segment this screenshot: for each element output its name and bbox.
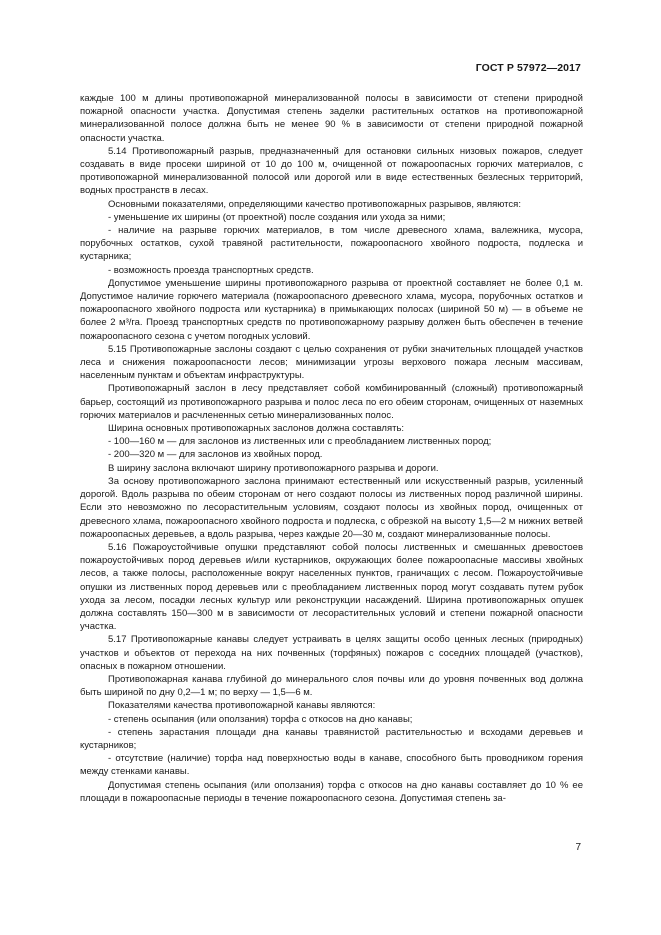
document-body bbox=[80, 92, 583, 805]
paragraph: Противопожарная канава глубиной до минерального слоя почвы или до уровня почвенных вод должна быть шириной по дну 0,2—1 м; по верху — 1,5—6 м. bbox=[80, 673, 583, 699]
paragraph: 5.14 Противопожарный разрыв, предназначенный для остановки сильных низовых пожаров, следует создавать в виде просеки шириной от 10 до 100 м, очищенной от пожароопасных горючих материалов, с противопожарной минерализованной полосой или дорогой или в виде естественных безлесных территорий, водных пространств в лесах. bbox=[80, 145, 583, 197]
page-number: 7 bbox=[575, 842, 581, 853]
paragraph: 5.15 Противопожарные заслоны создают с целью сохранения от рубки значительных площадей участков леса и снижения пожароопасности лесов; минимизации угрозы верхового пожара лесным массивам, населенным пунктам и объектам инфраструктуры. bbox=[80, 343, 583, 382]
paragraph: - наличие на разрыве горючих материалов, в том числе древесного хлама, валежника, мусора, порубочных остатков, сухой травяной растительности, пожароопасного хвойного подроста, подлеска и кустарника; bbox=[80, 225, 583, 263]
paragraph: В ширину заслона включают ширину противопожарного разрыва и дороги. bbox=[108, 462, 439, 474]
paragraph: каждые 100 м длины противопожарной минерализованной полосы в зависимости от степени природной пожарной опасности участка. Допустимая степень заделки растительных остатков на противопожарной минерализованной полосе должна быть не менее 90 % в зависимости от степени природной пожарной опасности участка. bbox=[80, 93, 583, 144]
paragraph: Допустимая степень осыпания (или оползания) торфа с откосов на дно канавы составляет до 10 % ее площади в пожароопасные периоды в течение пожароопасного сезона. Допустимая степень за- bbox=[80, 779, 583, 804]
paragraph: Допустимое уменьшение ширины противопожарного разрыва от проектной составляет не более 0,1 м. Допустимое наличие горючего материала (пожароопасного древесного хлама, мусора, порубочных остатков и пожароопасного хвойного подроста или кустарника) в примыкающих полосах (шириной 50 м) — в объеме не более 2 м³/га. Проезд транспортных средств по противопожарному разрыву должен быть обеспечен в течение пожароопасного сезона с учетом погодных условий. bbox=[80, 277, 583, 342]
paragraph: 5.17 Противопожарные канавы следует устраивать в целях защиты особо ценных лесных (природных) участков и объектов от перехода на них почвенных (торфяных) пожаров с соседних площадей (участков), опасных в пожарном отношении. bbox=[80, 634, 583, 672]
paragraph: - 100—160 м — для заслонов из лиственных или с преобладанием лиственных пород; bbox=[108, 436, 492, 448]
paragraph: - уменьшение их ширины (от проектной) после создания или ухода за ними; bbox=[108, 211, 446, 223]
paragraph: - степень зарастания площади дна канавы травянистой растительностью и всходами деревьев и кустарников; bbox=[80, 726, 583, 751]
paragraph: - отсутствие (наличие) торфа над поверхностью воды в канаве, способного быть проводником горения между стенками канавы. bbox=[80, 753, 583, 778]
paragraph: - 200—320 м — для заслонов из хвойных пород. bbox=[108, 449, 323, 461]
paragraph: Ширина основных противопожарных заслонов должна составлять: bbox=[108, 423, 405, 435]
paragraph: - степень осыпания (или оползания) торфа с откосов на дно канавы; bbox=[108, 713, 413, 725]
paragraph: - возможность проезда транспортных средств. bbox=[108, 264, 314, 276]
paragraph: Основными показателями, определяющими качество противопожарных разрывов, являются: bbox=[108, 198, 521, 210]
paragraph: Противопожарный заслон в лесу представляет собой комбинированный (сложный) противопожарный барьер, состоящий из противопожарного разрыва и полос леса по его обеим сторонам, очищенных от наземных горючих материалов и расчлененных сетью минерализованных полос. bbox=[80, 383, 583, 421]
paragraph: Показателями качества противопожарной канавы являются: bbox=[108, 700, 376, 712]
paragraph: За основу противопожарного заслона принимают естественный или искусственный разрыв, усиленный дорогой. Вдоль разрыва по обеим сторонам от него создают полосы из лиственных пород различной ширины. Если это невозможно по лесорастительным условиям, создают полосы из хвойных пород, очищенных от древесного хлама, пожароопасного хвойного подроста и подлеска, с обрезкой на высоту 1,5—2 м нижних ветвей пожароопасных деревьев, а вдоль разрыва, через каждые 20—30 м, создают минерализованные полосы. bbox=[80, 475, 583, 540]
paragraph: 5.16 Пожароустойчивые опушки представляют собой полосы лиственных и смешанных древостоев пожароустойчивых пород деревьев и/или кустарников, окружающих более пожароопасные массивы хвойных лесов, а также полосы, расположенные вокруг населенных пунктов, граничащих с лесом. Пожароустойчивые опушки из лиственных пород деревьев или с преобладанием лиственных пород могут создавать путем рубок ухода за лесом, посадки лесных культур или реконструкции насаждений. Ширина противопожарных опушек должна составлять 150—300 м в зависимости от лесорастительных условий и степени пожарной опасности участка. bbox=[80, 541, 583, 633]
document-header: ГОСТ Р 57972—2017 bbox=[475, 62, 581, 74]
